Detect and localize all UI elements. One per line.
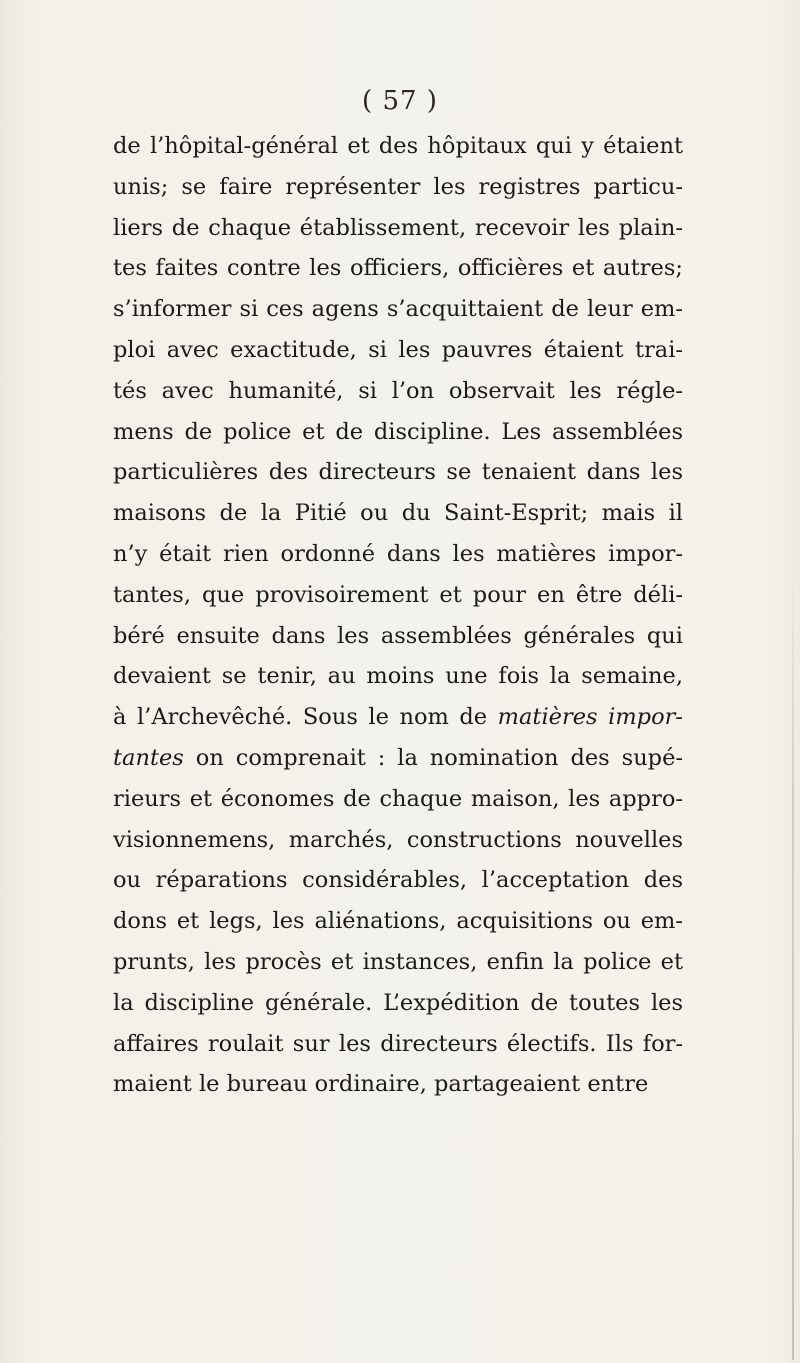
- text-line: n’y était rien ordonné dans les matières impor-: [113, 540, 683, 567]
- text-line: maient le bureau ordinaire, partageaient entre: [113, 1071, 649, 1098]
- text-line-with-italic: [113, 738, 683, 779]
- text-line: liers de chaque établissement, recevoir les plain-: [113, 214, 683, 241]
- text-line: de l’hôpital-général et des hôpitaux qui y étaient: [113, 133, 683, 159]
- text-line: tantes, que provisoirement et pour en être déli-: [113, 581, 683, 608]
- text-line-with-italic: [113, 697, 683, 738]
- page-edge-shadow: [792, 560, 794, 1360]
- text-line: particulières des directeurs se tenaient dans les: [113, 459, 683, 486]
- text-line: la discipline générale. L’expédition de toutes les: [113, 989, 683, 1016]
- text-line: béré ensuite dans les assemblées générales qui: [113, 622, 683, 649]
- text-line: affaires roulait sur les directeurs électifs. Ils for-: [113, 1030, 683, 1057]
- body-text: [113, 126, 683, 1105]
- text-line: visionnemens, marchés, constructions nouvelles: [113, 826, 683, 853]
- page-number: ( 57 ): [362, 86, 438, 116]
- text-span: à l’Archevêché. Sous le nom de: [113, 704, 498, 731]
- text-line: ou réparations considérables, l’acceptation des: [113, 867, 683, 894]
- text-line: dons et legs, les aliénations, acquisitions ou em-: [113, 908, 683, 935]
- text-line: maisons de la Pitié ou du Saint-Esprit; mais il: [113, 500, 683, 527]
- text-line: tes faites contre les officiers, officières et autres;: [113, 255, 683, 282]
- text-line: tés avec humanité, si l’on observait les régle-: [113, 377, 683, 404]
- text-line: mens de police et de discipline. Les assemblées: [113, 418, 683, 445]
- text-line: devaient se tenir, au moins une fois la semaine,: [113, 663, 683, 690]
- italic-span: tantes: [113, 744, 184, 771]
- text-line: s’informer si ces agens s’acquittaient de leur em-: [113, 296, 683, 323]
- text-span: on comprenait : la nomination des supé-: [183, 744, 683, 771]
- text-line: rieurs et économes de chaque maison, les appro-: [113, 785, 683, 812]
- text-line: prunts, les procès et instances, enfin la police et: [113, 948, 683, 975]
- text-line: unis; se faire représenter les registres particu-: [113, 173, 683, 200]
- italic-span: matières impor-: [497, 704, 683, 731]
- text-line: ploi avec exactitude, si les pauvres étaient trai-: [113, 336, 683, 363]
